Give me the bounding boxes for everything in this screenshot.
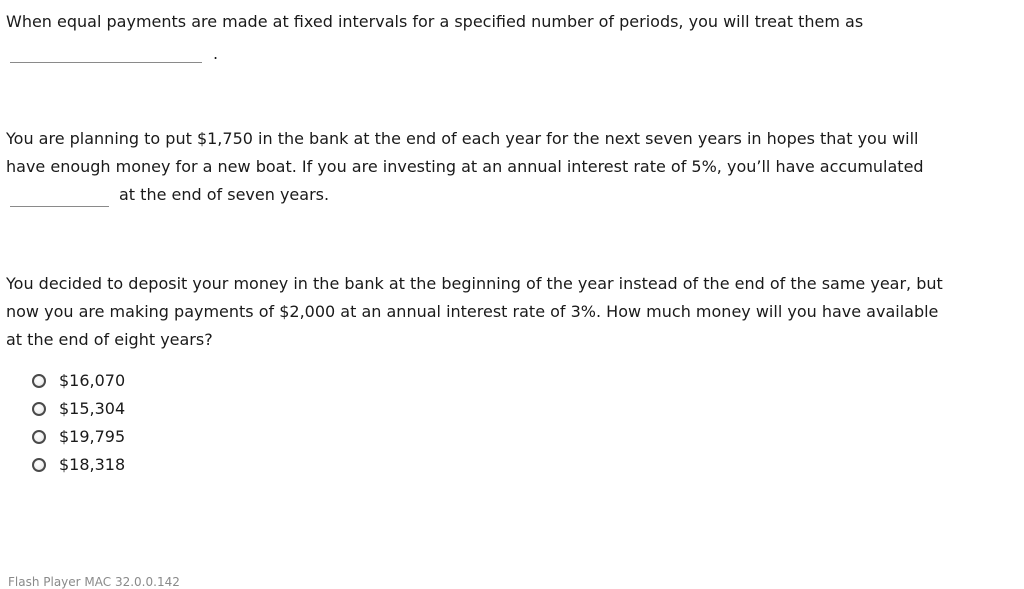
radio-button-icon[interactable] xyxy=(32,374,46,388)
question-2-line-2: have enough money for a new boat. If you are investing at an annual interest rate of 5%, you’ll have accumulated xyxy=(6,157,924,176)
question-3-line-1: You decided to deposit your money in the bank at the beginning of the year instead of the end of the same year, but xyxy=(6,274,943,293)
option-3[interactable] xyxy=(32,423,125,451)
question-3-options xyxy=(32,367,125,479)
question-3-line-3: at the end of eight years? xyxy=(6,330,213,349)
radio-button-icon[interactable] xyxy=(32,430,46,444)
option-label: $16,070 xyxy=(59,371,126,390)
flash-player-version: Flash Player MAC 32.0.0.142 xyxy=(8,575,180,589)
option-1[interactable] xyxy=(32,367,125,395)
question-2-line-1: You are planning to put $1,750 in the bank at the end of each year for the next seven years in hopes that you will xyxy=(6,129,919,148)
question-3-line-2: now you are making payments of $2,000 at an annual interest rate of 3%. How much money will you have available xyxy=(6,302,939,321)
radio-button-icon[interactable] xyxy=(32,402,46,416)
option-4[interactable] xyxy=(32,451,125,479)
option-label: $19,795 xyxy=(59,427,126,446)
question-1-period: . xyxy=(213,44,219,63)
option-label: $15,304 xyxy=(59,399,126,418)
option-label: $18,318 xyxy=(59,455,126,474)
question-1-answer-blank[interactable] xyxy=(10,44,202,63)
question-2-after-blank: at the end of seven years. xyxy=(119,185,330,204)
question-2-answer-blank[interactable] xyxy=(10,188,109,207)
radio-button-icon[interactable] xyxy=(32,458,46,472)
question-1-text: When equal payments are made at fixed intervals for a specified number of periods, you will treat them as xyxy=(6,12,864,31)
option-2[interactable] xyxy=(32,395,125,423)
